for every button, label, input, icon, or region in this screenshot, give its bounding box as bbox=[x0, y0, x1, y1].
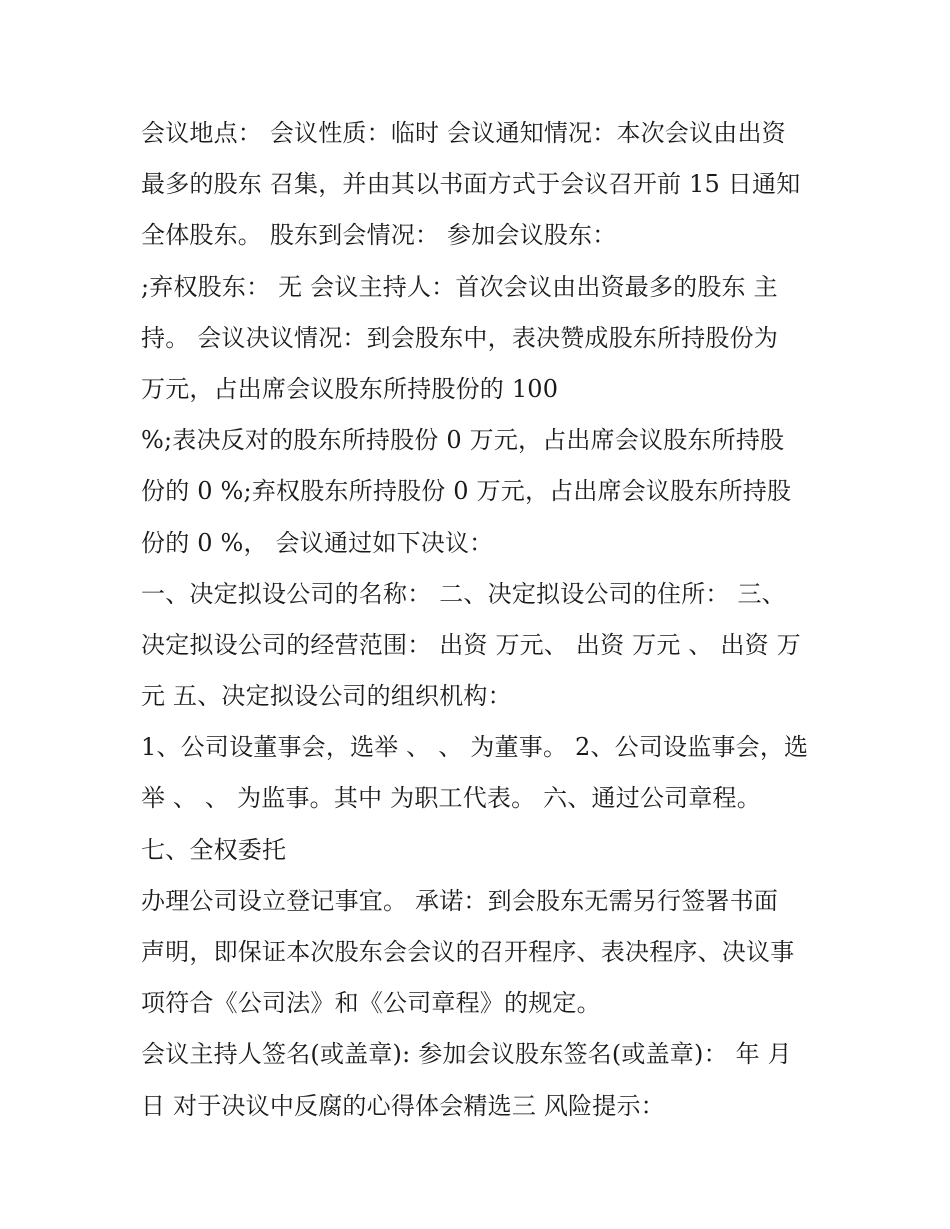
text-line: %;表决反对的股东所持股份 0 万元，占出席会议股东所持股 bbox=[141, 426, 785, 455]
text-line: 万元，占出席会议股东所持股份的 100 bbox=[141, 374, 559, 403]
text-line: 举 、 、 为监事。其中 为职工代表。 六、通过公司章程。 bbox=[141, 784, 761, 813]
text-line: 会议地点： 会议性质：临时 会议通知情况：本次会议由出资 bbox=[141, 119, 786, 147]
text-line: 项符合《公司法》和《公司章程》的规定。 bbox=[141, 989, 601, 1018]
text-line: 最多的股东 召集，并由其以书面方式于会议召开前 15 日通知 bbox=[141, 170, 801, 199]
text-line: 七、全权委托 bbox=[141, 835, 287, 864]
text-line: 日 对于决议中反腐的心得体会精选三 风险提示： bbox=[141, 1091, 665, 1120]
text-line: 份的 0 %;弃权股东所持股份 0 万元，占出席会议股东所持股 bbox=[141, 477, 792, 506]
document-body bbox=[141, 108, 821, 1132]
text-line: ;弃权股东： 无 会议主持人：首次会议由出资最多的股东 主 bbox=[141, 272, 778, 301]
text-line: 决定拟设公司的经营范围： 出资 万元、 出资 万元 、 出资 万 bbox=[141, 630, 801, 659]
text-line: 1、公司设董事会，选举 、 、 为董事。 2、公司设监事会，选 bbox=[141, 733, 809, 762]
text-line: 会议主持人签名(或盖章): 参加会议股东签名(或盖章)： 年 月 bbox=[141, 1040, 792, 1069]
text-line: 全体股东。 股东到会情况： 参加会议股东： bbox=[141, 221, 617, 250]
text-line: 声明，即保证本次股东会会议的召开程序、表决程序、决议事 bbox=[141, 938, 795, 966]
text-line: 元 五、决定拟设公司的组织机构： bbox=[141, 682, 512, 711]
text-line: 一、决定拟设公司的名称： 二、决定拟设公司的住所： 三、 bbox=[141, 579, 786, 608]
text-line: 份的 0 %， 会议通过如下决议： bbox=[141, 528, 494, 557]
text-line: 办理公司设立登记事宜。 承诺：到会股东无需另行签署书面 bbox=[141, 886, 779, 915]
text-line: 持。 会议决议情况：到会股东中，表决赞成股东所持股份为 bbox=[141, 323, 779, 352]
